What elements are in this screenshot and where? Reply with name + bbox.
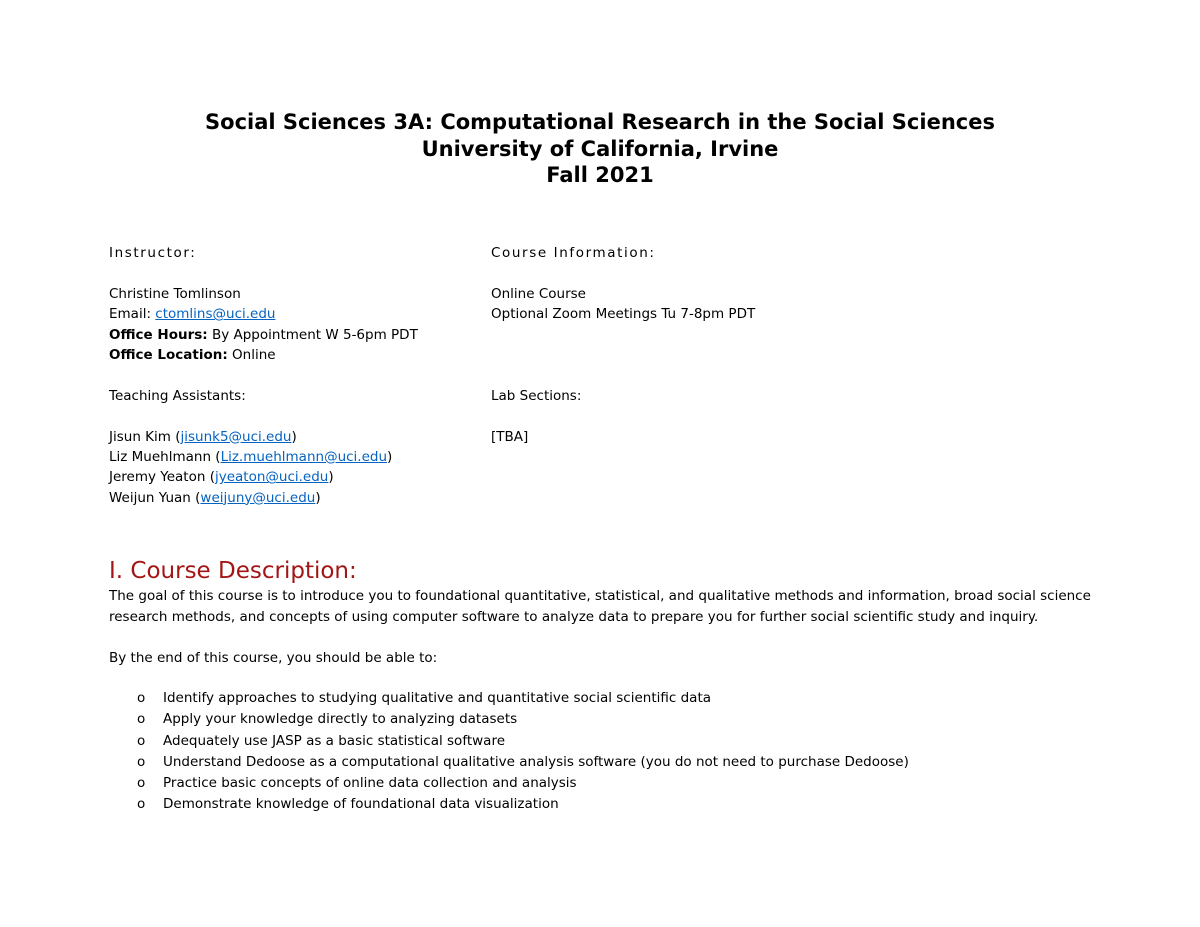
- bullet-marker: o: [137, 796, 146, 813]
- ta-name: Jeremy Yeaton (: [109, 469, 215, 486]
- section-heading: I. Course Description:: [109, 558, 357, 584]
- objective-text: Apply your knowledge directly to analyzing datasets: [163, 711, 518, 728]
- email-label: Email:: [109, 306, 156, 323]
- course-info-heading: Course Information:: [491, 245, 656, 261]
- instructor-email-line: [109, 304, 469, 324]
- description-line-1: The goal of this course is to introduce you to foundational quantitative, statistical, and qualitative methods and information, broad social science: [109, 588, 1091, 604]
- list-item: [109, 752, 1109, 773]
- ta-item: [109, 488, 469, 508]
- bullet-marker: o: [137, 732, 146, 749]
- instructor-name: Christine Tomlinson: [109, 285, 241, 302]
- office-hours-line: [109, 325, 469, 345]
- left-column: [109, 243, 469, 508]
- ta-heading: Teaching Assistants:: [109, 387, 246, 404]
- ta-close-paren: ): [387, 448, 393, 465]
- objective-text: Adequately use JASP as a basic statistical software: [163, 732, 506, 749]
- objective-text: Practice basic concepts of online data collection and analysis: [163, 774, 577, 791]
- description-line-2: research methods, and concepts of using computer software to analyze data to prepare you for further social scientific study and inquiry.: [109, 608, 1039, 625]
- ta-name: Jisun Kim (: [109, 428, 181, 445]
- course-description-section: [109, 556, 1109, 815]
- right-column: [491, 243, 851, 447]
- ta-close-paren: ): [315, 489, 321, 506]
- ta-email-link[interactable]: weijuny@uci.edu: [200, 489, 316, 506]
- office-hours-value: By Appointment W 5-6pm PDT: [207, 326, 418, 343]
- ta-list: [109, 427, 469, 509]
- lab-sections-heading: Lab Sections:: [491, 387, 582, 404]
- course-title: Social Sciences 3A: Computational Research in the Social Sciences: [205, 110, 995, 134]
- bullet-marker: o: [137, 711, 146, 728]
- ta-email-link[interactable]: jisunk5@uci.edu: [180, 428, 292, 445]
- office-location-line: [109, 345, 469, 365]
- document-header: [0, 109, 1200, 189]
- list-item: [109, 688, 1109, 709]
- ta-close-paren: ): [291, 428, 297, 445]
- ta-item: [109, 447, 469, 467]
- ta-name: Weijun Yuan (: [109, 489, 201, 506]
- instructor-heading: Instructor:: [109, 245, 197, 261]
- ta-close-paren: ): [328, 469, 334, 486]
- office-hours-label: Office Hours:: [109, 326, 208, 343]
- ta-email-link[interactable]: jyeaton@uci.edu: [214, 469, 329, 486]
- office-location-value: Online: [227, 346, 276, 363]
- objective-text: Identify approaches to studying qualitative and quantitative social scientific data: [163, 690, 712, 707]
- ta-item: [109, 467, 469, 487]
- objectives-intro: By the end of this course, you should be able to:: [109, 649, 438, 666]
- bullet-marker: o: [137, 774, 146, 791]
- ta-item: [109, 427, 469, 447]
- bullet-marker: o: [137, 690, 146, 707]
- objective-text: Understand Dedoose as a computational qualitative analysis software (you do not need to purchase Dedoose): [163, 753, 909, 770]
- list-item: [109, 709, 1109, 730]
- ta-email-link[interactable]: Liz.muehlmann@uci.edu: [220, 448, 388, 465]
- term: Fall 2021: [546, 163, 654, 187]
- bullet-marker: o: [137, 753, 146, 770]
- ta-name: Liz Muehlmann (: [109, 448, 221, 465]
- zoom-meetings: Optional Zoom Meetings Tu 7-8pm PDT: [491, 306, 756, 323]
- instructor-email-link[interactable]: ctomlins@uci.edu: [155, 306, 276, 323]
- objective-text: Demonstrate knowledge of foundational data visualization: [163, 796, 559, 813]
- list-item: [109, 731, 1109, 752]
- list-item: [109, 794, 1109, 815]
- university-name: University of California, Irvine: [421, 136, 779, 161]
- lab-sections-value: [TBA]: [491, 428, 529, 445]
- course-format: Online Course: [491, 285, 586, 302]
- objective-list: [109, 688, 1109, 815]
- office-location-label: Office Location:: [109, 346, 228, 363]
- list-item: [109, 773, 1109, 794]
